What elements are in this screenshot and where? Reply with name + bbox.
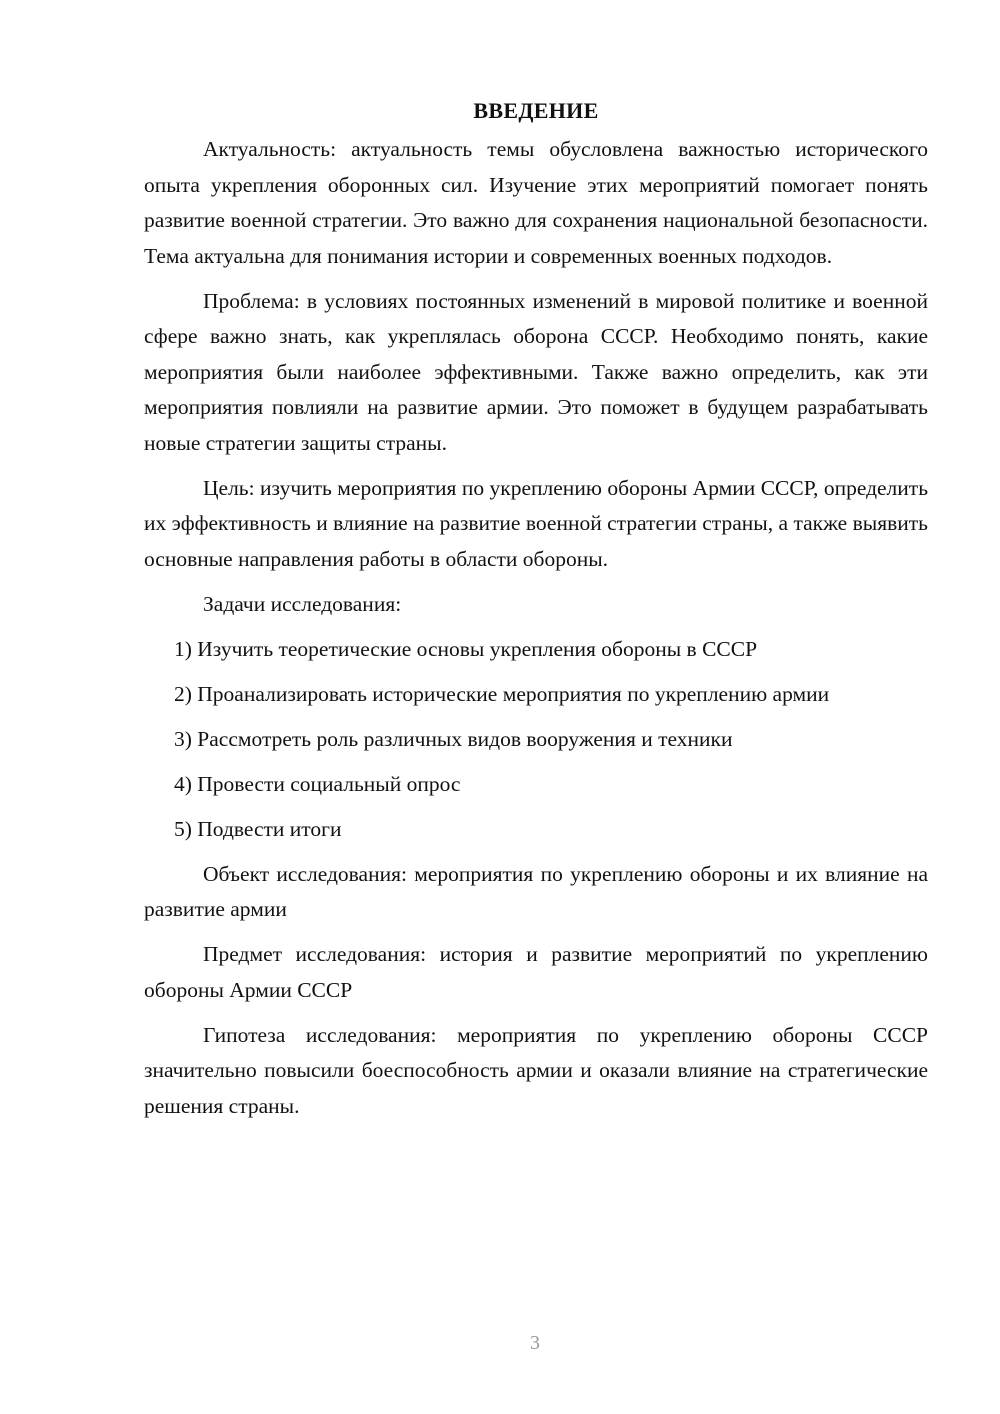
tasks-heading: Задачи исследования: xyxy=(203,591,402,616)
task-item: 2) Проанализировать исторические мероприятия по укреплению армии xyxy=(174,681,830,706)
task-item: 3) Рассмотреть роль различных видов вооружения и техники xyxy=(174,726,733,751)
hypothesis-paragraph: Гипотеза исследования: мероприятия по укреплению обороны СССР значительно повысили боеспособность армии и оказали влияние на стратегические решения страны. xyxy=(144,1022,928,1118)
task-item: 5) Подвести итоги xyxy=(174,816,342,841)
task-item: 1) Изучить теоретические основы укрепления обороны в СССР xyxy=(174,636,758,661)
goal-paragraph: Цель: изучить мероприятия по укреплению обороны Армии СССР, определить их эффективность и влияние на развитие военной стратегии страны, а также выявить основные направления работы в области обороны. xyxy=(144,475,928,571)
tasks-list xyxy=(144,632,928,848)
subject-paragraph: Предмет исследования: история и развитие мероприятий по укреплению обороны Армии СССР xyxy=(144,942,928,1002)
task-item: 4) Провести социальный опрос xyxy=(174,771,461,796)
relevance-paragraph: Актуальность: актуальность темы обусловлена важностью исторического опыта укрепления оборонных сил. Изучение этих мероприятий помогает понять развитие военной стратегии. Это важно для сохранения национальной безопасности. Тема актуальна для понимания истории и современных военных подходов. xyxy=(144,137,928,268)
page-content xyxy=(144,96,928,1134)
object-paragraph: Объект исследования: мероприятия по укреплению обороны и их влияние на развитие армии xyxy=(144,861,928,921)
page-number: 3 xyxy=(530,1332,540,1354)
problem-paragraph: Проблема: в условиях постоянных изменений в мировой политике и военной сфере важно знать, как укреплялась оборона СССР. Необходимо понять, какие мероприятия были наиболее эффективными. Также важно определить, как эти мероприятия повлияли на развитие армии. Это поможет в будущем разрабатывать новые стратегии защиты страны. xyxy=(144,288,928,455)
section-title: ВВЕДЕНИЕ xyxy=(473,98,599,123)
